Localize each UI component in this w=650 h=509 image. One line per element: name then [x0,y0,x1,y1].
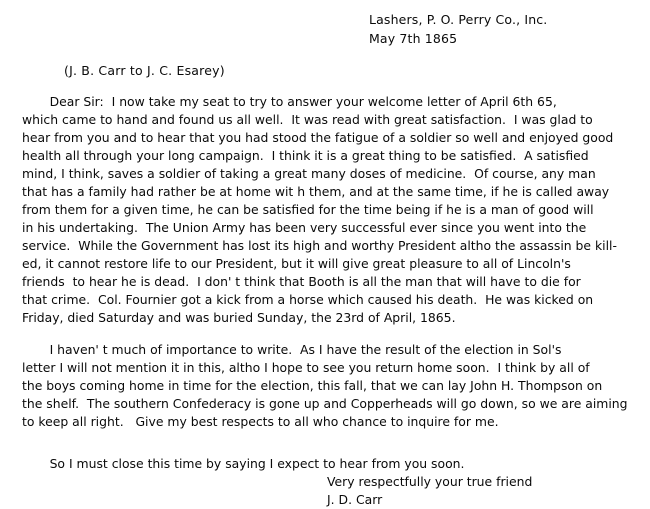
body-line: friends to hear he is dead. I don' t think that Booth is all the man that will have to die for [22,274,581,289]
body-line: to keep all right. Give my best respects to all who chance to inquire for me. [22,414,499,429]
body-line: in his undertaking. The Union Army has been very successful ever since you went into the [22,220,587,235]
body-line: the boys coming home in time for the election, this fall, that we can lay John H. Thompson on [22,378,603,393]
signature-line: J. D. Carr [327,492,383,507]
body-line: from them for a given time, he can be satisfied for the time being if he is a man of good will [22,202,594,217]
body-paragraph-1 [22,93,634,327]
body-line: ed, it cannot restore life to our President, but it will give great pleasure to all of Lincoln's [22,256,571,271]
body-line: that has a family had rather be at home wit h them, and at the same time, if he is called away [22,184,610,199]
correspondents-line: (J. B. Carr to J. C. Esarey) [64,63,225,78]
body-line: hear from you and to hear that you had stood the fatigue of a soldier so well and enjoyed good [22,130,614,145]
body-line: that crime. Col. Fournier got a kick from a horse which caused his death. He was kicked on [22,292,594,307]
letterhead [369,10,547,48]
letterhead-place-line: Lashers, P. O. Perry Co., Inc. [369,12,548,27]
body-line: which came to hand and found us all well. It was read with great satisfaction. I was glad to [22,112,593,127]
valediction-line: Very respectfully your true friend [327,474,533,489]
body-line: Friday, died Saturday and was buried Sunday, the 23rd of April, 1865. [22,310,456,325]
body-line: Dear Sir: I now take my seat to try to answer your welcome letter of April 6th 65, [22,94,557,109]
body-line: health all through your long campaign. I think it is a great thing to be satisfied. A satisfied [22,148,589,163]
letter-closing [22,455,634,509]
body-paragraph-2 [22,341,634,431]
body-line: letter I will not mention it in this, altho I hope to see you return home soon. I think by all of [22,360,590,375]
body-line: service. While the Government has lost its high and worthy President altho the assassin be kill- [22,238,617,253]
body-line: the shelf. The southern Confederacy is gone up and Copperheads will go down, so we are aiming [22,396,628,411]
body-line: I haven' t much of importance to write. As I have the result of the election in Sol's [22,342,562,357]
letter-body [22,93,634,431]
letterhead-date-line: May 7th 1865 [369,31,458,46]
body-line: mind, I think, saves a soldier of taking a great many doses of medicine. Of course, any man [22,166,596,181]
closing-line: So I must close this time by saying I expect to hear from you soon. [22,456,465,471]
